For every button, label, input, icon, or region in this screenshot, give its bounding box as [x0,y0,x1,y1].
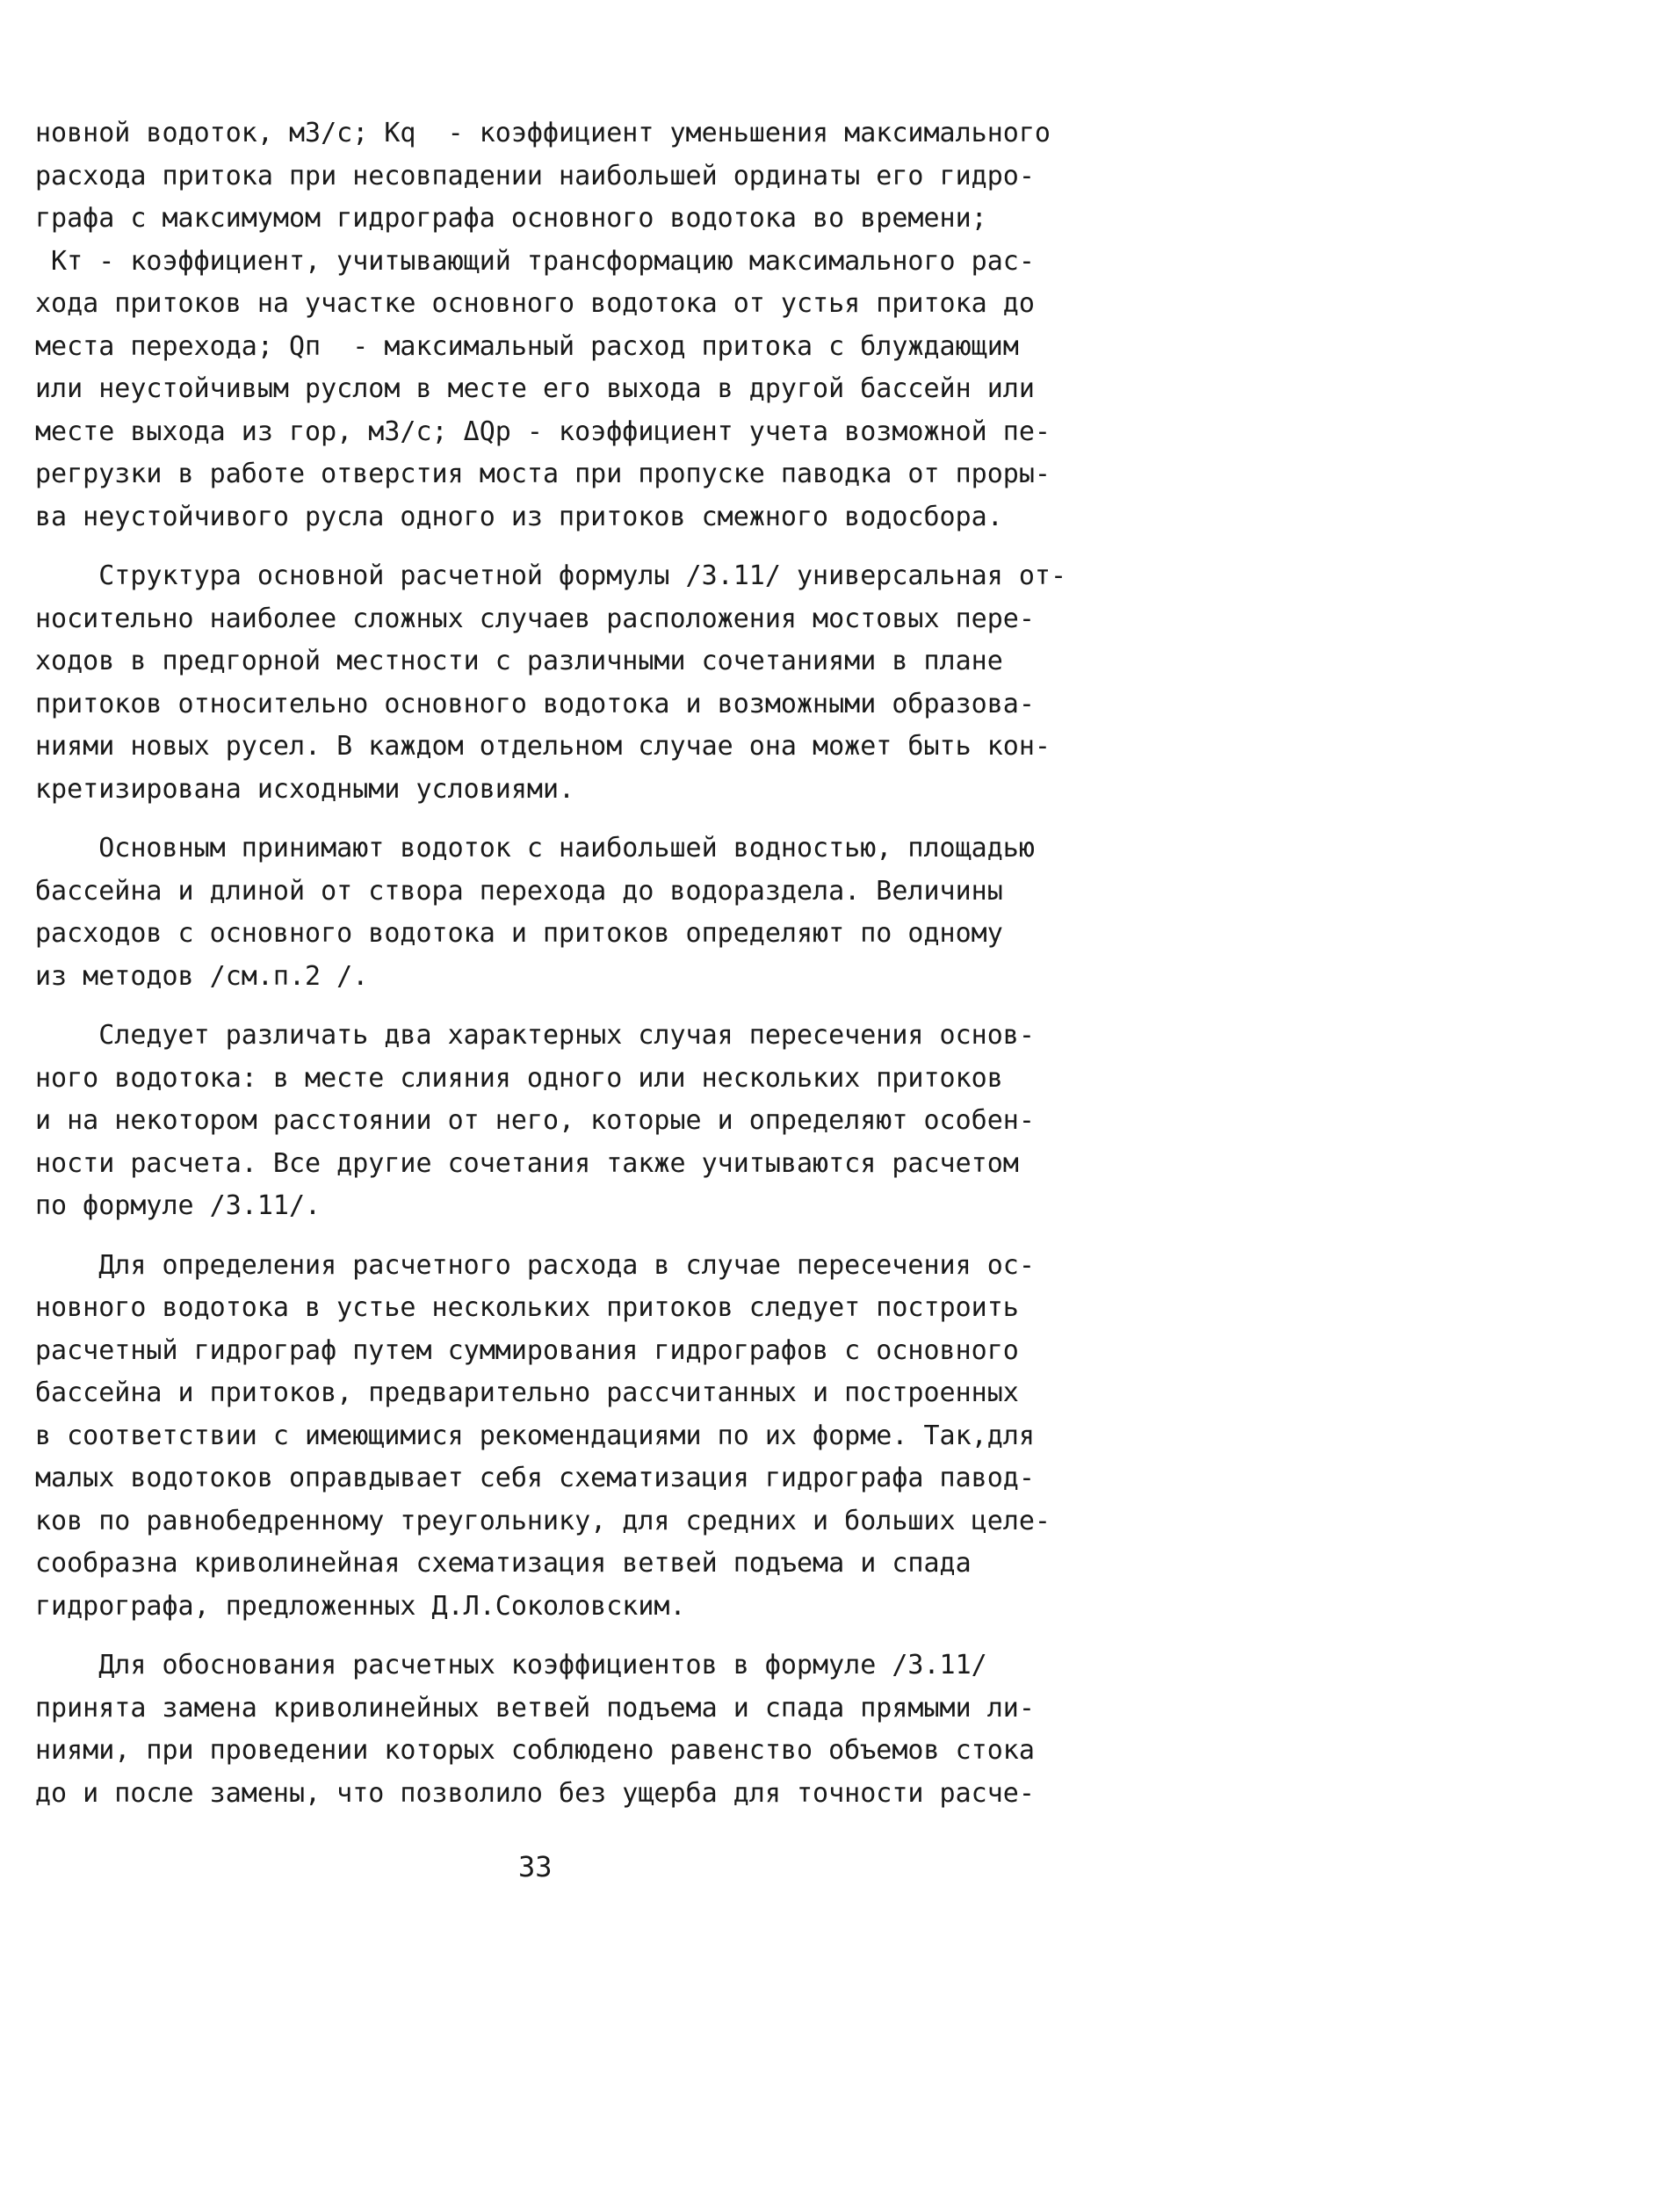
text-line: ного водотока: в месте слияния одного или нескольких притоков [35,1062,1003,1094]
text-line: до и после замены, что позволило без ущерба для точности расче- [35,1777,1035,1809]
text-line: Структура основной расчетной формулы /3.11/ универсальная от- [35,560,1066,591]
text-line: Для определения расчетного расхода в случае пересечения ос- [35,1249,1035,1281]
text-line: бассейна и притоков, предварительно рассчитанных и построенных [35,1377,1019,1408]
page-number: 33 [518,1850,553,1883]
paragraph [35,1245,1203,1629]
paragraph [35,828,1203,998]
text-line: регрузки в работе отверстия моста при пропуске паводка от проры- [35,459,1051,489]
paragraph-gap [35,1228,1203,1245]
text-line: расхода притока при несовпадении наибольшей ординаты его гидро- [35,160,1035,192]
text-line: Для обоснования расчетных коэффициентов в формуле /3.11/ [35,1650,987,1681]
text-line: ниями, при проведении которых соблюдено равенство объемов стока [35,1735,1035,1766]
text-line: расходов с основного водотока и притоков определяют по одному [35,918,1003,949]
text-line: носительно наиболее сложных случаев расположения мостовых пере- [35,603,1035,634]
text-line: гидрографа, предложенных Д.Л.Соколовским. [35,1590,686,1622]
text-line: новного водотока в устье нескольких притоков следует построить [35,1292,1019,1323]
paragraph [35,1015,1203,1228]
paragraph-gap [35,811,1203,828]
text-line: ков по равнобедренному треугольнику, для средних и больших целе- [35,1505,1051,1536]
text-line: или неустойчивым руслом в месте его выхода в другой бассейн или [35,373,1035,404]
text-line: графа с максимумом гидрографа основного водотока во времени; [35,203,987,234]
text-line: расчетный гидрограф путем суммирования гидрографов с основного [35,1334,1019,1366]
text-line: кретизирована исходными условиями. [35,773,575,805]
text-line: притоков относительно основного водотока и возможными образова- [35,688,1035,719]
text-line: и на некотором расстоянии от него, которые и определяют особен- [35,1105,1035,1136]
text-line: в соответствии с имеющимися рекомендациями по их форме. Так,для [35,1420,1035,1451]
paragraph-gap [35,539,1203,555]
text-line: хода притоков на участке основного водотока от устья притока до [35,288,1035,319]
text-line: бассейна и длиной от створа перехода до водораздела. Величины [35,875,1003,907]
paragraph [35,555,1203,811]
text-line: Kт - коэффициент, учитывающий трансформацию максимального рас- [35,245,1035,277]
text-line: места перехода; Qп - максимальный расход притока с блуждающим [35,330,1019,362]
text-line: принята замена криволинейных ветвей подъема и спада прямыми ли- [35,1692,1035,1724]
paragraph-gap [35,1628,1203,1645]
text-line: из методов /см.п.2 /. [35,960,369,992]
paragraph-gap [35,998,1203,1015]
text-line: малых водотоков оправдывает себя схематизация гидрографа павод- [35,1463,1035,1493]
text-line: месте выхода из гор, м3/с; ΔQр - коэффициент учета возможной пе- [35,416,1051,447]
paragraph [35,112,1203,539]
paragraph [35,1645,1203,1815]
text-line: по формуле /3.11/. [35,1190,321,1221]
text-line: ности расчета. Все другие сочетания также учитываются расчетом [35,1147,1019,1179]
text-line: ходов в предгорной местности с различными сочетаниями в плане [35,646,1003,676]
text-line: ва неустойчивого русла одного из притоков смежного водосбора. [35,501,1003,532]
text-line: ниями новых русел. В каждом отдельном случае она может быть кон- [35,731,1051,762]
body-text [35,112,1203,1815]
text-line: сообразна криволинейная схематизация ветвей подъема и спада [35,1548,972,1579]
text-line: Основным принимают водоток с наибольшей водностью, площадью [35,833,1035,864]
text-line: новной водоток, м3/с; Kq - коэффициент уменьшения максимального [35,118,1051,148]
text-line: Следует различать два характерных случая пересечения основ- [35,1020,1035,1051]
